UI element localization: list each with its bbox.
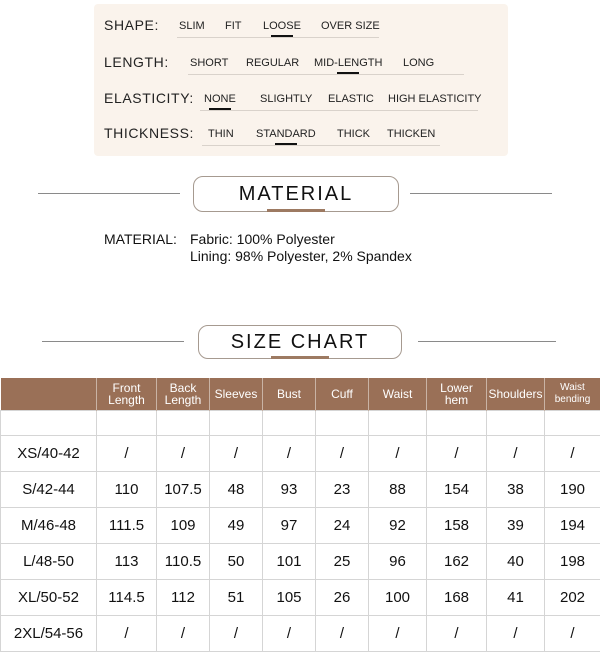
measurement-cell: / [545,616,600,652]
column-header: Sleeves [210,378,263,411]
measurement-cell: 107.5 [157,472,210,508]
measurement-cell: 88 [369,472,427,508]
column-header: Cuff [316,378,369,411]
column-header: Bust [263,378,316,411]
table-row [1,472,600,508]
measurement-cell: 162 [427,544,487,580]
measurement-cell: 105 [263,580,316,616]
measurement-cell: 97 [263,508,316,544]
size-chart-heading: SIZE CHART [199,331,401,354]
size-chart-table [0,378,600,652]
size-chart-heading-box [198,325,402,359]
attribute-panel [94,4,508,156]
column-header: Front Length [97,378,157,411]
measurement-cell: / [316,616,369,652]
option-loose-selected: LOOSE [263,20,301,32]
measurement-cell: 198 [545,544,600,580]
option-short: SHORT [190,57,228,69]
material-lining: Lining: 98% Polyester, 2% Spandex [190,248,412,264]
measurement-cell: 202 [545,580,600,616]
measurement-cell: 51 [210,580,263,616]
measurement-cell: 25 [316,544,369,580]
measurement-cell: / [263,616,316,652]
size-label-cell: XL/50-52 [1,580,97,616]
column-header: Shoulders [487,378,545,411]
measurement-cell: 110 [97,472,157,508]
option-over-size: OVER SIZE [321,20,380,32]
measurement-cell: 48 [210,472,263,508]
measurement-cell: / [157,616,210,652]
attribute-row-thickness [94,120,508,156]
section-divider-right [418,341,556,342]
size-label-cell: S/42-44 [1,472,97,508]
measurement-cell: 194 [545,508,600,544]
measurement-cell: / [487,616,545,652]
section-divider-left [38,193,180,194]
table-header-row [1,378,600,411]
heading-accent-bar [267,209,325,212]
option-none-selected: NONE [204,93,236,105]
attribute-divider [177,37,379,38]
column-header: Waist bending [545,378,600,411]
table-spacer-row [1,411,600,436]
option-slim: SLIM [179,20,205,32]
measurement-cell: 158 [427,508,487,544]
attribute-row-length [94,48,508,84]
measurement-cell: / [97,436,157,472]
option-thicken: THICKEN [387,128,435,140]
measurement-cell: 49 [210,508,263,544]
measurement-cell: 23 [316,472,369,508]
option-thick: THICK [337,128,370,140]
attribute-label: SHAPE: [104,17,159,33]
measurement-cell: 109 [157,508,210,544]
measurement-cell: 38 [487,472,545,508]
measurement-cell: / [427,436,487,472]
measurement-cell: 40 [487,544,545,580]
attribute-label: LENGTH: [104,54,169,70]
material-heading-box [193,176,399,212]
measurement-cell: 114.5 [97,580,157,616]
measurement-cell: / [427,616,487,652]
attribute-row-shape [94,12,508,48]
attribute-row-elasticity [94,84,508,120]
measurement-cell: / [487,436,545,472]
measurement-cell: / [157,436,210,472]
table-row [1,616,600,652]
option-standard-selected: STANDARD [256,128,316,140]
measurement-cell: 113 [97,544,157,580]
column-header: Lower hem [427,378,487,411]
measurement-cell: 24 [316,508,369,544]
measurement-cell: 100 [369,580,427,616]
measurement-cell: 92 [369,508,427,544]
option-regular: REGULAR [246,57,299,69]
column-header [1,378,97,411]
table-row [1,436,600,472]
attribute-divider [202,145,440,146]
measurement-cell: / [545,436,600,472]
heading-accent-bar [271,356,329,359]
option-high-elasticity: HIGH ELASTICITY [388,93,482,105]
measurement-cell: / [369,616,427,652]
measurement-cell: 50 [210,544,263,580]
size-label-cell: L/48-50 [1,544,97,580]
measurement-cell: 154 [427,472,487,508]
measurement-cell: 39 [487,508,545,544]
size-label-cell: XS/40-42 [1,436,97,472]
option-fit: FIT [225,20,242,32]
size-label-cell: M/46-48 [1,508,97,544]
measurement-cell: / [263,436,316,472]
measurement-cell: 111.5 [97,508,157,544]
measurement-cell: / [316,436,369,472]
measurement-cell: 168 [427,580,487,616]
attribute-label: THICKNESS: [104,125,194,141]
measurement-cell: 96 [369,544,427,580]
option-slightly: SLIGHTLY [260,93,312,105]
size-label-cell: 2XL/54-56 [1,616,97,652]
measurement-cell: / [210,616,263,652]
measurement-cell: 93 [263,472,316,508]
column-header: Back Length [157,378,210,411]
table-row [1,544,600,580]
attribute-divider [188,74,464,75]
measurement-cell: / [369,436,427,472]
table-row [1,508,600,544]
measurement-cell: 110.5 [157,544,210,580]
option-long: LONG [403,57,434,69]
material-fabric: Fabric: 100% Polyester [190,231,335,247]
measurement-cell: 190 [545,472,600,508]
measurement-cell: 101 [263,544,316,580]
option-thin: THIN [208,128,234,140]
option-mid-length-selected: MID-LENGTH [314,57,382,69]
attribute-label: ELASTICITY: [104,90,194,106]
section-divider-right [410,193,552,194]
measurement-cell: 26 [316,580,369,616]
measurement-cell: 112 [157,580,210,616]
attribute-divider [200,110,478,111]
measurement-cell: 41 [487,580,545,616]
column-header: Waist [369,378,427,411]
material-label: MATERIAL: [104,231,177,247]
table-row [1,580,600,616]
measurement-cell: / [97,616,157,652]
option-elastic: ELASTIC [328,93,374,105]
measurement-cell: / [210,436,263,472]
material-heading: MATERIAL [194,183,398,206]
section-divider-left [42,341,184,342]
